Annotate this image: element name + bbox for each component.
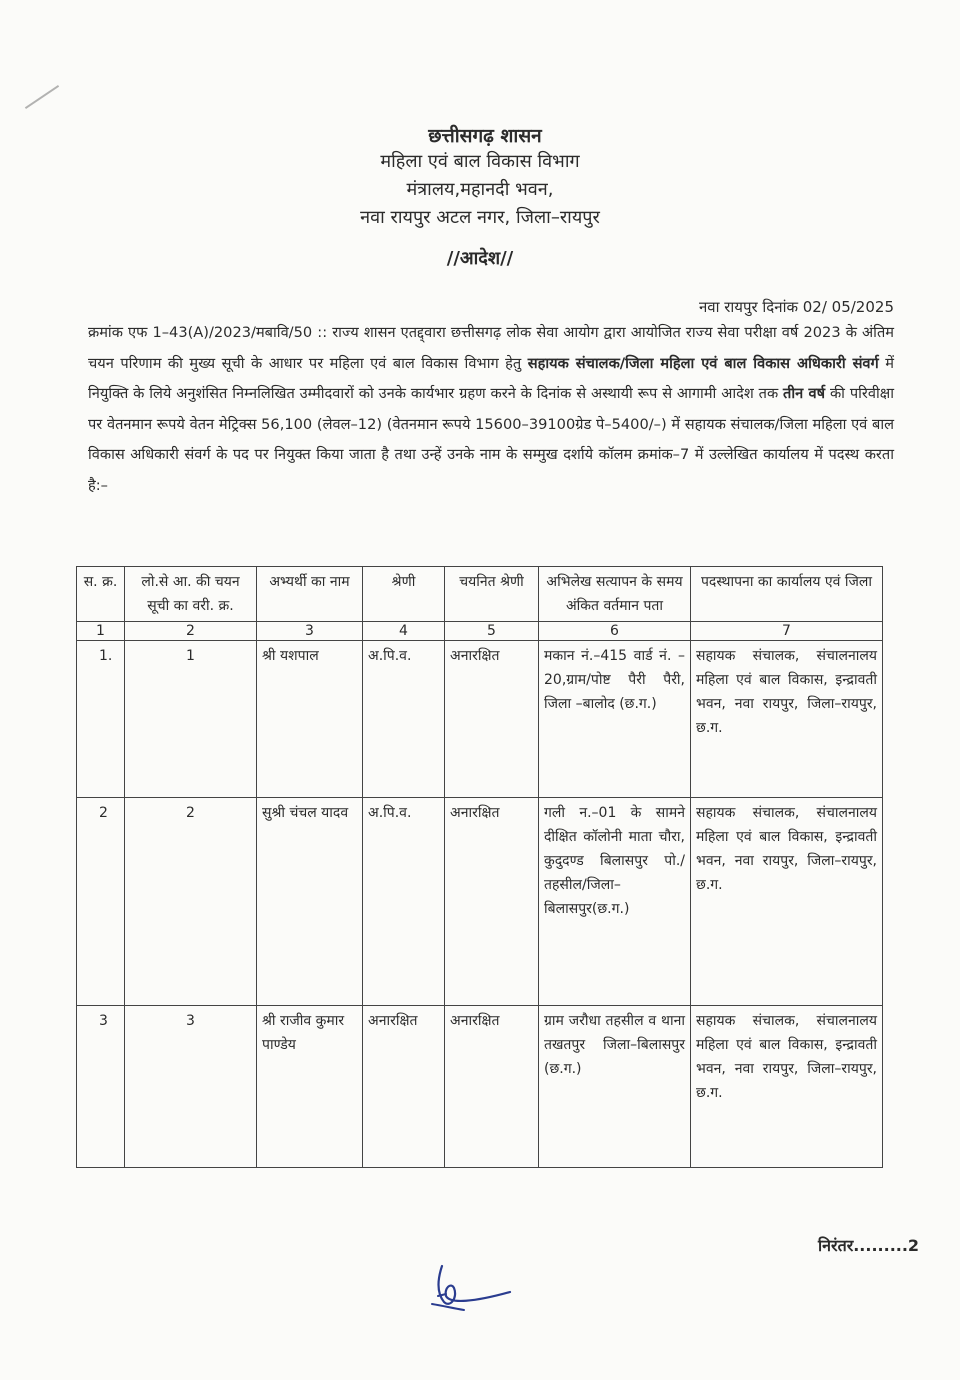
order-body <box>88 318 894 501</box>
header-address: अभिलेख सत्यापन के समय अंकित वर्तमान पता <box>539 567 691 622</box>
address-cell: ग्राम जरौधा तहसील व थाना तखतपुर जिला–बिलासपुर (छ.ग.) <box>539 1006 691 1168</box>
column-number: 1 <box>77 622 125 641</box>
serial-cell: 2 <box>77 798 125 1006</box>
column-number: 7 <box>691 622 883 641</box>
selected-category-cell: अनारक्षित <box>445 1006 539 1168</box>
body-text-1: क्रमांक एफ 1–43(A)/2023/मबावि/50 :: राज्य शासन एतद्द्वारा छत्तीसगढ़ लोक सेवा आयोग द्वारा आयोजित राज्य सेवा परीक्षा वर्ष 2023 के अंतिम चयन परिणाम की मुख्य सूची के आधार पर महिला एवं बाल विकास विभाग हेतु <box>88 324 894 372</box>
appointment-table <box>76 566 883 1168</box>
continued-marker: निरंतर.........2 <box>818 1236 920 1255</box>
header-selected-category: चयनित श्रेणी <box>445 567 539 622</box>
pen-mark <box>25 85 59 109</box>
selected-category-cell: अनारक्षित <box>445 641 539 798</box>
rank-cell: 3 <box>125 1006 257 1168</box>
body-bold-term: तीन वर्ष <box>783 385 826 402</box>
name-cell: श्री यशपाल <box>257 641 363 798</box>
order-title: //आदेश// <box>446 248 514 269</box>
body-text-3: की परिवीक्षा पर वेतनमान रूपये वेतन मेट्रिक्स 56,100 (लेवल–12) (वेतनमान रूपये 15600–39100ग्रेड पे–5400/–) में सहायक संचालक/जिला महिला एवं बाल विकास अधिकारी संवर्ग के पद पर नियुक्त किया जाता है तथा उन्हें उनके नाम के सम्मुख दर्शाये कॉलम क्रमांक–7 में उल्लेखित कार्यालय में पदस्थ करता है:– <box>88 385 894 494</box>
body-text-2: में नियुक्ति के लिये अनुशंसित निम्नलिखित उम्मीदवारों को उनके कार्यभार ग्रहण करने के दिनांक से अस्थायी रूप से आगामी आदेश तक <box>88 354 894 402</box>
letterhead <box>0 122 960 270</box>
category-cell: अनारक्षित <box>363 1006 445 1168</box>
column-number: 6 <box>539 622 691 641</box>
office-cell: सहायक संचालक, संचालनालय महिला एवं बाल विकास, इन्द्रावती भवन, नवा रायपुर, जिला–रायपुर, छ.ग. <box>691 641 883 798</box>
serial-cell: 3 <box>77 1006 125 1168</box>
category-cell: अ.पि.व. <box>363 798 445 1006</box>
department-name: महिला एवं बाल विकास विभाग <box>380 151 580 172</box>
address-cell: गली न.–01 के सामने दीक्षित कॉलोनी माता चौरा, कुदुदण्ड बिलासपुर पो./तहसील/जिला–बिलासपुर(छ.ग.) <box>539 798 691 1006</box>
table-row <box>77 641 883 798</box>
header-name: अभ्यर्थी का नाम <box>257 567 363 622</box>
order-date: नवा रायपुर दिनांक 02/ 05/2025 <box>698 298 894 316</box>
office-cell: सहायक संचालक, संचालनालय महिला एवं बाल विकास, इन्द्रावती भवन, नवा रायपुर, जिला–रायपुर, छ.ग. <box>691 798 883 1006</box>
serial-cell: 1. <box>77 641 125 798</box>
table-row <box>77 1006 883 1168</box>
table-header-row <box>77 567 883 622</box>
header-office: पदस्थापना का कार्यालय एवं जिला <box>691 567 883 622</box>
office-building: मंत्रालय,महानदी भवन, <box>406 179 554 200</box>
government-name: छत्तीसगढ़ शासन <box>428 125 542 147</box>
column-number-row <box>77 622 883 641</box>
column-number: 4 <box>363 622 445 641</box>
selected-category-cell: अनारक्षित <box>445 798 539 1006</box>
category-cell: अ.पि.व. <box>363 641 445 798</box>
rank-cell: 2 <box>125 798 257 1006</box>
header-rank: लो.से आ. की चयन सूची का वरी. क्र. <box>125 567 257 622</box>
name-cell: श्री राजीव कुमार पाण्डेय <box>257 1006 363 1168</box>
office-cell: सहायक संचालक, संचालनालय महिला एवं बाल विकास, इन्द्रावती भवन, नवा रायपुर, जिला–रायपुर, छ.ग. <box>691 1006 883 1168</box>
rank-cell: 1 <box>125 641 257 798</box>
name-cell: सुश्री चंचल यादव <box>257 798 363 1006</box>
column-number: 2 <box>125 622 257 641</box>
signature <box>424 1258 524 1318</box>
body-bold-post: सहायक संचालक/जिला महिला एवं बाल विकास अधिकारी संवर्ग <box>527 354 879 372</box>
column-number: 5 <box>445 622 539 641</box>
header-category: श्रेणी <box>363 567 445 622</box>
table-row <box>77 798 883 1006</box>
address-cell: मकान नं.–415 वार्ड नं. –20,ग्राम/पोष्ट पैरी पैरी, जिला –बालोद (छ.ग.) <box>539 641 691 798</box>
column-number: 3 <box>257 622 363 641</box>
header-serial: स. क्र. <box>77 567 125 622</box>
office-city: नवा रायपुर अटल नगर, जिला–रायपुर <box>360 207 600 228</box>
